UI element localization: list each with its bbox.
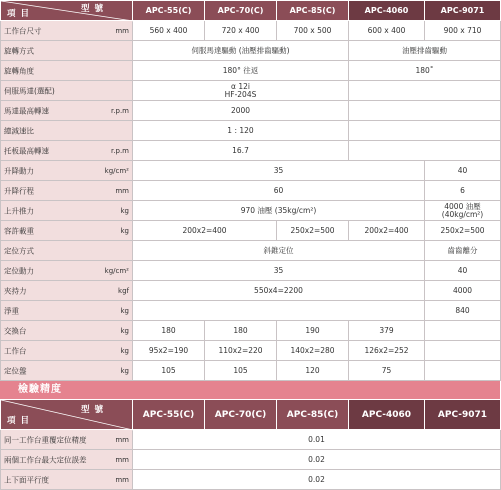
row-label: 總減速比	[1, 121, 133, 141]
row-label: 升降行程 mm	[1, 181, 133, 201]
cell: 840	[425, 301, 501, 321]
row-table-size	[1, 21, 501, 41]
row-positioning-plate	[1, 361, 501, 381]
model-header: APC-55(C)	[133, 1, 205, 21]
cell: 250x2=500	[425, 221, 501, 241]
cell	[425, 361, 501, 381]
accuracy-header-row	[1, 400, 501, 430]
cell: 200x2=400	[349, 221, 425, 241]
row-allowable-load	[1, 221, 501, 241]
cell: 6	[425, 181, 501, 201]
cell: 190	[277, 321, 349, 341]
header-corner	[1, 1, 133, 21]
cell: 120	[277, 361, 349, 381]
cell	[133, 81, 349, 101]
row-positioning-method	[1, 241, 501, 261]
row-label: 上下面平行度 mm	[1, 470, 133, 490]
row-reduction-ratio	[1, 121, 501, 141]
spec-header-row	[1, 1, 501, 21]
cell: 560 x 400	[133, 21, 205, 41]
cell: 200x2=400	[133, 221, 277, 241]
cell: 0.02	[133, 470, 501, 490]
cell: 16.7	[133, 141, 349, 161]
cell: 95x2=190	[133, 341, 205, 361]
lift-force-line-1: 4000 油壓	[444, 201, 481, 211]
cell: 550x4=2200	[133, 281, 425, 301]
accuracy-row	[1, 470, 501, 490]
cell: 伺服馬達驅動 (油壓排齒驅動)	[133, 41, 349, 61]
row-label: 交換台 kg	[1, 321, 133, 341]
cell: 4000	[425, 281, 501, 301]
model-header: APC-70(C)	[205, 1, 277, 21]
cell: 60	[133, 181, 425, 201]
row-label: 容許載重 kg	[1, 221, 133, 241]
cell: 110x2=220	[205, 341, 277, 361]
cell-empty	[133, 301, 425, 321]
row-plate-max-speed	[1, 141, 501, 161]
cell: 齒齒離分	[425, 241, 501, 261]
row-label: 旋轉角度	[1, 61, 133, 81]
cell: 140x2=280	[277, 341, 349, 361]
cell-empty	[349, 141, 501, 161]
row-label: 淨重 kg	[1, 301, 133, 321]
cell: 105	[133, 361, 205, 381]
row-label: 夾持力 kgf	[1, 281, 133, 301]
cell: 35	[133, 161, 425, 181]
cell: 126x2=252	[349, 341, 425, 361]
cell: 105	[205, 361, 277, 381]
row-label: 同一工作台重覆定位精度 mm	[1, 430, 133, 450]
cell: 40	[425, 261, 501, 281]
cell-empty	[349, 101, 501, 121]
accuracy-section-title: 檢驗精度	[0, 381, 500, 399]
row-label: 工作台 kg	[1, 341, 133, 361]
row-rotation-angle	[1, 61, 501, 81]
header-corner	[1, 400, 133, 430]
model-header: APC-9071	[425, 1, 501, 21]
row-work-table	[1, 341, 501, 361]
corner-item-label: 項 目	[7, 9, 30, 19]
model-header: APC-4060	[349, 400, 425, 430]
cell: 720 x 400	[205, 21, 277, 41]
cell: 0.01	[133, 430, 501, 450]
cell: 油壓排齒驅動	[349, 41, 501, 61]
row-lift-stroke	[1, 181, 501, 201]
row-lift-force	[1, 201, 501, 221]
row-label: 定位方式	[1, 241, 133, 261]
accuracy-table	[0, 399, 501, 490]
cell: 35	[133, 261, 425, 281]
cell: 379	[349, 321, 425, 341]
row-label: 托板最高轉速 r.p.m	[1, 141, 133, 161]
cell	[425, 321, 501, 341]
cell: 970 油壓 (35kg/cm²)	[133, 201, 425, 221]
cell: 0.02	[133, 450, 501, 470]
cell-empty	[349, 81, 501, 101]
row-label: 工作台尺寸 mm	[1, 21, 133, 41]
cell: 600 x 400	[349, 21, 425, 41]
row-label: 馬達最高轉速 r.p.m	[1, 101, 133, 121]
row-lift-power	[1, 161, 501, 181]
row-net-weight	[1, 301, 501, 321]
corner-model-label: 型 號	[81, 405, 104, 415]
corner-model-label: 型 號	[81, 4, 104, 14]
cell: 75	[349, 361, 425, 381]
row-label: 上升推力 kg	[1, 201, 133, 221]
model-header: APC-85(C)	[277, 1, 349, 21]
cell-empty	[349, 121, 501, 141]
model-header: APC-9071	[425, 400, 501, 430]
accuracy-row	[1, 430, 501, 450]
servo-line-2: HF-204S	[224, 89, 257, 99]
row-label: 旋轉方式	[1, 41, 133, 61]
model-header: APC-4060	[349, 1, 425, 21]
row-label: 升降動力 kg/cm²	[1, 161, 133, 181]
cell: 180˚	[349, 61, 501, 81]
row-rotation-method	[1, 41, 501, 61]
model-header: APC-70(C)	[205, 400, 277, 430]
cell: 180	[133, 321, 205, 341]
cell: 250x2=500	[277, 221, 349, 241]
model-header: APC-85(C)	[277, 400, 349, 430]
row-label: 定位盤 kg	[1, 361, 133, 381]
row-exchange-table	[1, 321, 501, 341]
cell: 180	[205, 321, 277, 341]
cell: 180° 往返	[133, 61, 349, 81]
cell: 900 x 710	[425, 21, 501, 41]
model-header: APC-55(C)	[133, 400, 205, 430]
cell	[425, 341, 501, 361]
row-clamping-force	[1, 281, 501, 301]
row-motor-max-speed	[1, 101, 501, 121]
cell: 2000	[133, 101, 349, 121]
row-label: 伺服馬達(選配)	[1, 81, 133, 101]
lift-force-line-2: (40kg/cm²)	[441, 209, 484, 219]
row-positioning-power	[1, 261, 501, 281]
cell: 700 x 500	[277, 21, 349, 41]
row-servo-motor	[1, 81, 501, 101]
servo-line-1: α 12i	[231, 81, 250, 91]
corner-item-label: 項 目	[7, 416, 30, 426]
row-label: 定位動力 kg/cm²	[1, 261, 133, 281]
cell: 1 : 120	[133, 121, 349, 141]
accuracy-row	[1, 450, 501, 470]
row-label: 兩個工作台最大定位誤差 mm	[1, 450, 133, 470]
cell: 40	[425, 161, 501, 181]
cell: 斜錐定位	[133, 241, 425, 261]
cell	[425, 201, 501, 221]
